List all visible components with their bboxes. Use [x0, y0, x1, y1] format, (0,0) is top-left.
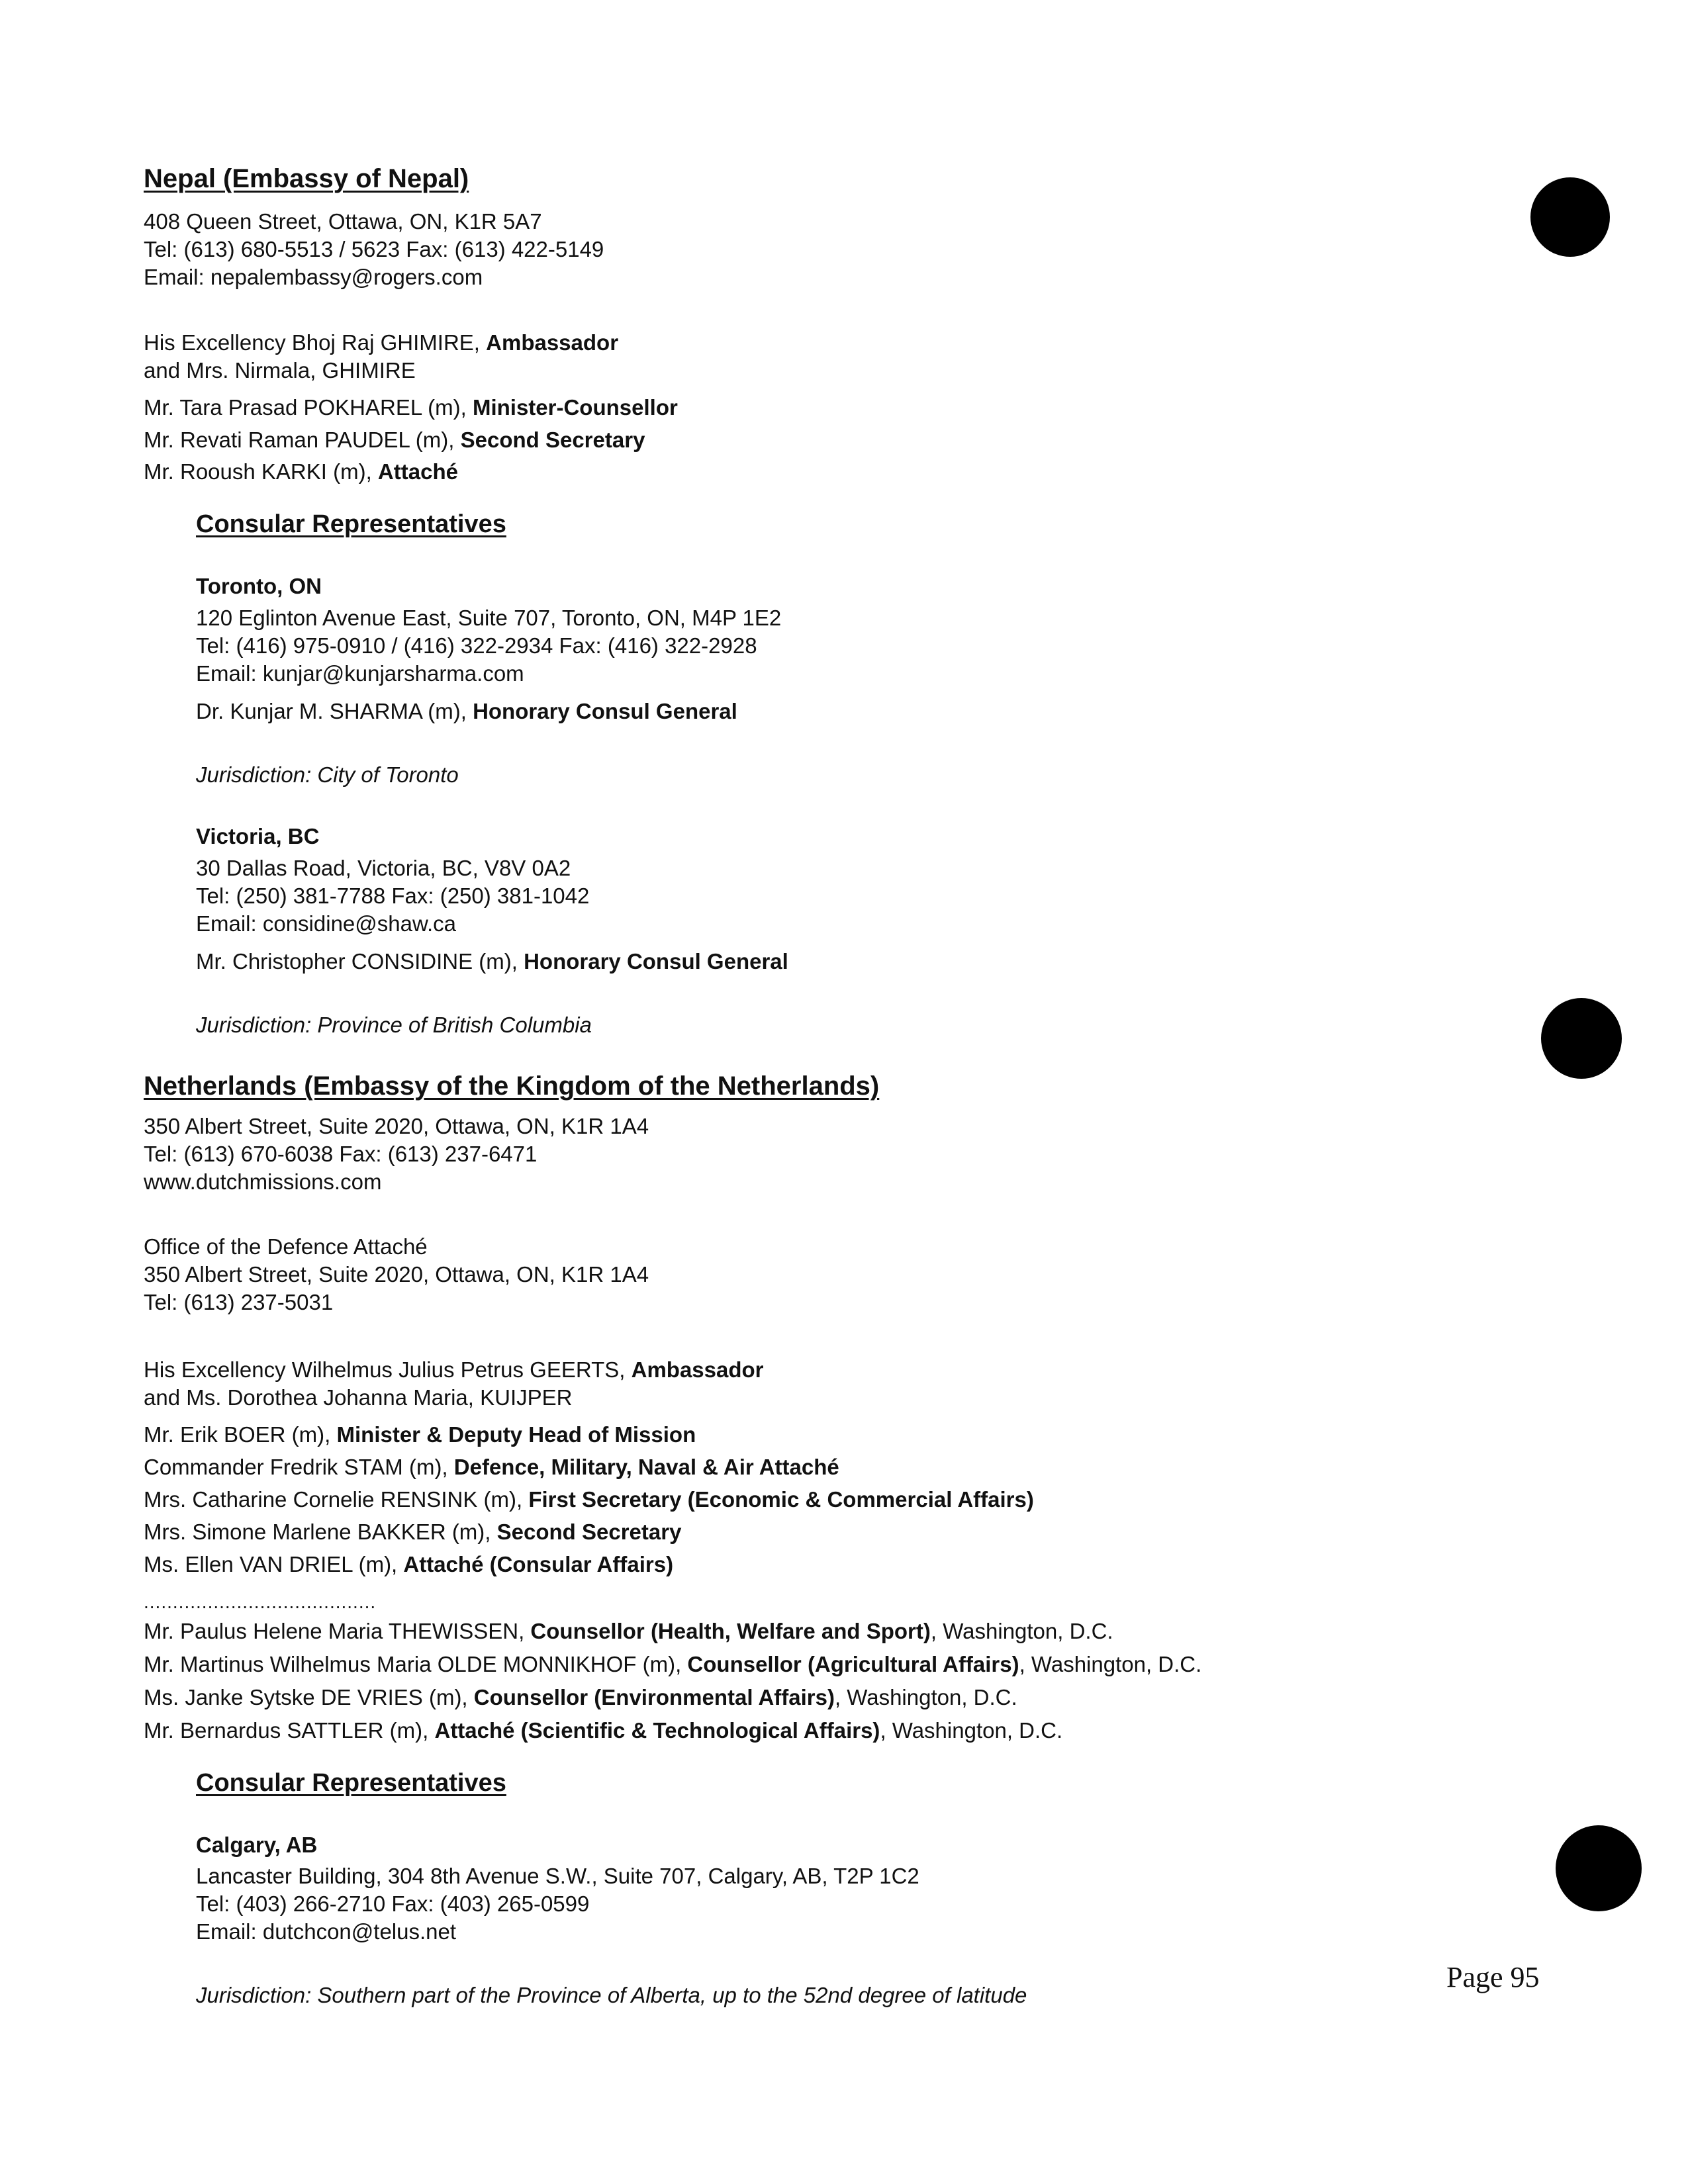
staff-title: Counsellor (Agricultural Affairs): [687, 1652, 1019, 1676]
staff-name: Mrs. Simone Marlene BAKKER (m),: [144, 1520, 497, 1544]
staff-location: , Washington, D.C.: [880, 1718, 1063, 1743]
staff-line: [144, 1454, 839, 1480]
rep-name: Mr. Christopher CONSIDINE (m),: [196, 949, 524, 974]
staff-name: His Excellency Bhoj Raj GHIMIRE,: [144, 330, 487, 355]
punch-hole-middle: [1541, 998, 1622, 1079]
consulate-jurisdiction: Jurisdiction: Province of British Columbia: [196, 1013, 592, 1037]
washington-staff-line: [144, 1651, 1201, 1678]
staff-name: Mr. Erik BOER (m),: [144, 1422, 337, 1447]
staff-line: [144, 1519, 681, 1545]
nepal-heading: Nepal (Embassy of Nepal): [144, 164, 469, 193]
staff-title: Second Secretary: [496, 1520, 682, 1544]
staff-title: Attaché: [377, 459, 458, 484]
consulate-rep: [196, 698, 737, 725]
staff-name: Commander Fredrik STAM (m),: [144, 1455, 454, 1479]
staff-line: [144, 394, 678, 421]
consulate-tel: Tel: (416) 975-0910 / (416) 322-2934 Fax: (416) 322-2928: [196, 633, 757, 658]
consulate-city: Calgary, AB: [196, 1833, 318, 1857]
defence-address: 350 Albert Street, Suite 2020, Ottawa, ON, K1R 1A4: [144, 1262, 649, 1287]
consulate-email: Email: kunjar@kunjarsharma.com: [196, 661, 524, 686]
washington-staff-line: [144, 1684, 1017, 1711]
nepal-consular-heading: Consular Representatives: [196, 510, 506, 538]
staff-title: First Secretary (Economic & Commercial Affairs): [528, 1487, 1034, 1512]
nepal-address: 408 Queen Street, Ottawa, ON, K1R 5A7: [144, 209, 542, 234]
staff-title: Attaché (Consular Affairs): [403, 1552, 674, 1576]
netherlands-heading: Netherlands (Embassy of the Kingdom of the Netherlands): [144, 1071, 880, 1101]
staff-title: Second Secretary: [460, 428, 645, 452]
netherlands-address: 350 Albert Street, Suite 2020, Ottawa, ON, K1R 1A4: [144, 1114, 649, 1138]
consulate-address: 30 Dallas Road, Victoria, BC, V8V 0A2: [196, 856, 571, 880]
consulate-jurisdiction: Jurisdiction: City of Toronto: [196, 762, 459, 787]
staff-name: Ms. Ellen VAN DRIEL (m),: [144, 1552, 404, 1576]
staff-name: Ms. Janke Sytske DE VRIES (m),: [144, 1685, 474, 1709]
staff-title: Ambassador: [486, 330, 619, 355]
page-number: Page 95: [1446, 1961, 1540, 1993]
staff-name: Mr. Paulus Helene Maria THEWISSEN,: [144, 1619, 531, 1643]
staff-line: [144, 330, 618, 356]
staff-location: , Washington, D.C.: [1019, 1652, 1202, 1676]
washington-staff-line: [144, 1618, 1113, 1645]
staff-line: [144, 1551, 673, 1578]
consulate-rep: [196, 948, 788, 975]
punch-hole-bottom: [1556, 1825, 1642, 1911]
staff-line: [144, 1422, 696, 1448]
defence-office: Office of the Defence Attaché: [144, 1234, 428, 1259]
staff-location: , Washington, D.C.: [834, 1685, 1017, 1709]
staff-location: , Washington, D.C.: [930, 1619, 1113, 1643]
staff-name: Mr. Rooush KARKI (m),: [144, 459, 378, 484]
consulate-jurisdiction: Jurisdiction: Southern part of the Province of Alberta, up to the 52nd degree of latitude: [196, 1983, 1027, 2007]
staff-name: Mr. Revati Raman PAUDEL (m),: [144, 428, 461, 452]
rep-name: Dr. Kunjar M. SHARMA (m),: [196, 699, 473, 723]
staff-name: Mrs. Catharine Cornelie RENSINK (m),: [144, 1487, 529, 1512]
staff-name: His Excellency Wilhelmus Julius Petrus GEERTS,: [144, 1357, 632, 1382]
staff-title: Counsellor (Health, Welfare and Sport): [530, 1619, 931, 1643]
nepal-email: Email: nepalembassy@rogers.com: [144, 265, 483, 289]
washington-staff-line: [144, 1717, 1062, 1744]
consulate-tel: Tel: (403) 266-2710 Fax: (403) 265-0599: [196, 1891, 590, 1916]
rep-title: Honorary Consul General: [473, 699, 737, 723]
consulate-tel: Tel: (250) 381-7788 Fax: (250) 381-1042: [196, 884, 590, 908]
nepal-tel: Tel: (613) 680-5513 / 5623 Fax: (613) 422-5149: [144, 237, 604, 261]
consulate-address: Lancaster Building, 304 8th Avenue S.W., Suite 707, Calgary, AB, T2P 1C2: [196, 1864, 919, 1888]
punch-hole-top: [1530, 177, 1610, 257]
staff-name: Mr. Bernardus SATTLER (m),: [144, 1718, 435, 1743]
staff-line: [144, 357, 416, 384]
staff-line: [144, 459, 458, 485]
dotted-separator: ........................................: [144, 1592, 377, 1612]
staff-title: Minister & Deputy Head of Mission: [336, 1422, 696, 1447]
consulate-city: Toronto, ON: [196, 574, 322, 598]
staff-name: and Mrs. Nirmala, GHIMIRE: [144, 358, 416, 383]
consulate-email: Email: considine@shaw.ca: [196, 911, 457, 936]
staff-line: [144, 1357, 764, 1383]
staff-name: Mr. Tara Prasad POKHAREL (m),: [144, 395, 473, 420]
defence-tel: Tel: (613) 237-5031: [144, 1290, 334, 1314]
staff-title: Ambassador: [631, 1357, 764, 1382]
staff-line: [144, 427, 645, 453]
staff-title: Minister-Counsellor: [472, 395, 678, 420]
staff-line: [144, 1486, 1034, 1513]
netherlands-tel: Tel: (613) 670-6038 Fax: (613) 237-6471: [144, 1142, 538, 1166]
staff-name: and Ms. Dorothea Johanna Maria, KUIJPER: [144, 1385, 573, 1410]
staff-title: Counsellor (Environmental Affairs): [473, 1685, 835, 1709]
consulate-city: Victoria, BC: [196, 824, 320, 848]
staff-title: Defence, Military, Naval & Air Attaché: [453, 1455, 839, 1479]
consulate-address: 120 Eglinton Avenue East, Suite 707, Toronto, ON, M4P 1E2: [196, 606, 782, 630]
netherlands-web: www.dutchmissions.com: [144, 1169, 382, 1194]
staff-line: [144, 1385, 572, 1411]
staff-title: Attaché (Scientific & Technological Affairs): [434, 1718, 880, 1743]
consulate-email: Email: dutchcon@telus.net: [196, 1919, 457, 1944]
netherlands-consular-heading: Consular Representatives: [196, 1769, 506, 1797]
rep-title: Honorary Consul General: [524, 949, 788, 974]
staff-name: Mr. Martinus Wilhelmus Maria OLDE MONNIKHOF (m),: [144, 1652, 688, 1676]
